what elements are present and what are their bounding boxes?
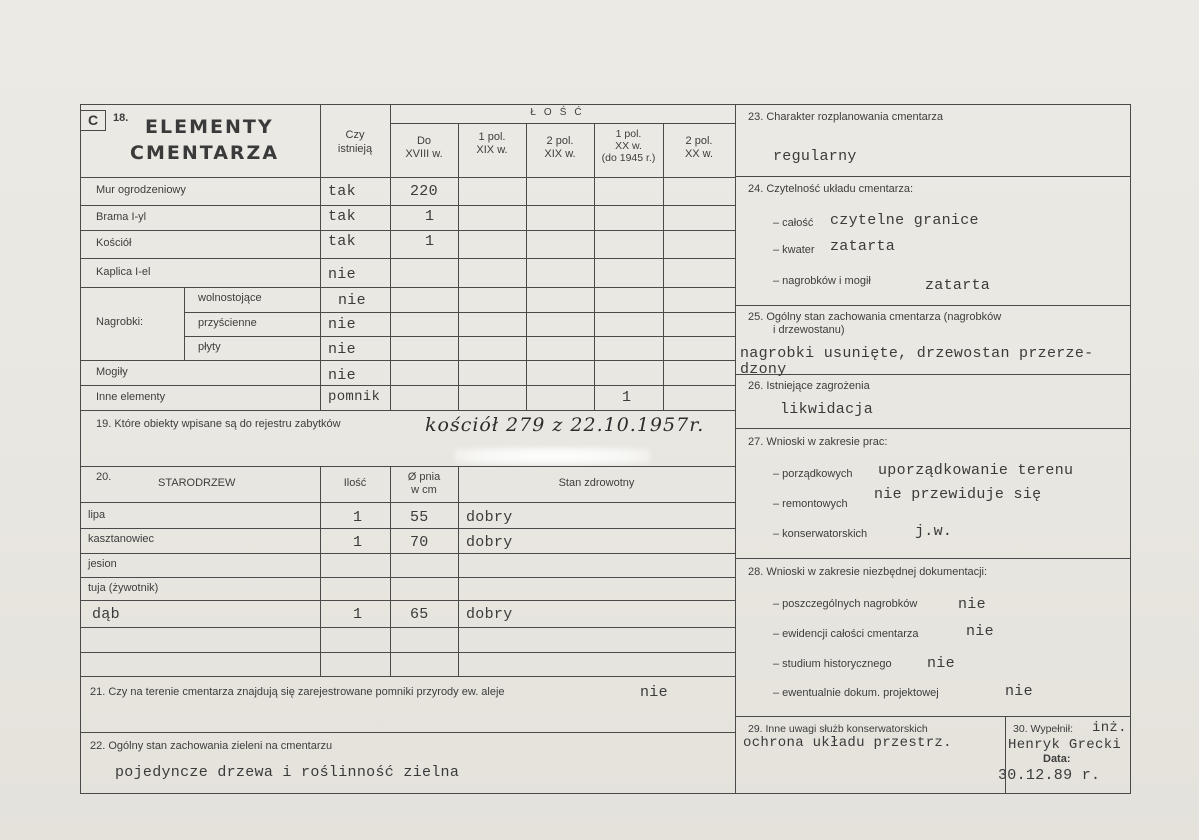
section-18-number: 18. <box>113 112 129 124</box>
col-exists-header: Czy istnieją <box>337 129 373 155</box>
section-30-person: Henryk Grecki <box>1008 737 1122 753</box>
s27-item-value-2: nie przewiduje się <box>874 486 1042 503</box>
section-18-title-line1: ELEMENTY <box>145 116 274 138</box>
tree-diameter-1: 55 <box>410 509 429 526</box>
exists-value-wall-mounted: nie <box>328 316 356 333</box>
period-header-5: 2 pol. XX w. <box>684 135 714 160</box>
section-26-value: likwidacja <box>780 401 874 418</box>
section-18-title-line2: CMENTARZA <box>130 142 280 164</box>
section-20-title: STARODRZEW <box>158 477 236 489</box>
section-30-label: 30. Wypełnił: <box>1013 723 1074 735</box>
section-22-label: 22. Ogólny stan zachowania zieleni na cmentarzu <box>90 740 333 752</box>
element-label-gate: Brama I-yl <box>96 211 147 223</box>
element-label-chapel: Kaplica I-el <box>96 266 151 278</box>
s24-item-label-1: – całość <box>773 217 814 229</box>
s28-item-value-4: nie <box>1005 683 1033 700</box>
section-22-value: pojedyncze drzewa i roślinność zielna <box>115 764 460 781</box>
s24-item-value-2: zatarta <box>830 238 896 255</box>
s24-item-label-3: – nagrobków i mogił <box>773 275 871 287</box>
tree-species-3: jesion <box>88 558 117 570</box>
s27-item-label-2: – remontowych <box>773 498 848 510</box>
tree-count-2: 1 <box>353 534 363 551</box>
s27-item-value-1: uporządkowanie terenu <box>878 462 1074 479</box>
exists-value-chapel: nie <box>328 266 356 283</box>
count-value-church: 1 <box>425 233 435 250</box>
section-23-label: 23. Charakter rozplanowania cmentarza <box>748 111 944 123</box>
tree-species-5: dąb <box>92 606 120 623</box>
exists-value-gate: tak <box>328 208 356 225</box>
section-19-label: 19. Które obiekty wpisane są do rejestru zabytków <box>96 418 341 430</box>
exists-value-church: tak <box>328 233 356 250</box>
period-header-2: 1 pol. XIX w. <box>476 131 508 156</box>
s27-item-label-1: – porządkowych <box>773 468 853 480</box>
period-header-1: Do XVIII w. <box>405 135 443 160</box>
exists-value-graves: nie <box>328 367 356 384</box>
section-29-label: 29. Inne uwagi służb konserwatorskich <box>748 723 928 735</box>
count-value-wall: 220 <box>410 183 438 200</box>
section-28-label: 28. Wnioski w zakresie niezbędnej dokumentacji: <box>748 566 988 578</box>
ink-smudge <box>455 447 650 465</box>
section-30-date: 30.12.89 r. <box>998 767 1101 784</box>
element-label-graves: Mogiły <box>96 366 128 378</box>
tree-col-diameter: Ø pnia w cm <box>407 471 441 496</box>
element-label-slabs: płyty <box>198 341 221 353</box>
section-25-label-line2: i drzewostanu) <box>773 324 845 336</box>
section-30-date-label: Data: <box>1043 753 1071 765</box>
ilosc-header: ŁOŚĆ <box>530 107 590 118</box>
exists-value-slabs: nie <box>328 341 356 358</box>
s28-item-label-3: – studium historycznego <box>773 658 892 670</box>
s24-item-value-1: czytelne granice <box>830 212 979 229</box>
exists-value-freestanding: nie <box>338 292 366 309</box>
section-30-person-prefix: inż. <box>1092 720 1127 736</box>
element-label-other: Inne elementy <box>96 391 166 403</box>
s24-item-value-3: zatarta <box>925 277 991 294</box>
section-24-label: 24. Czytelność układu cmentarza: <box>748 183 914 195</box>
tree-health-5: dobry <box>466 606 513 623</box>
element-label-freestanding: wolnostojące <box>198 292 262 304</box>
s28-item-label-1: – poszczególnych nagrobków <box>773 598 918 610</box>
tree-count-5: 1 <box>353 606 363 623</box>
section-20-number: 20. <box>96 471 112 483</box>
corner-mark: C <box>80 110 106 131</box>
count-value-other-1945: 1 <box>622 389 632 406</box>
section-25-value-line2: dzony <box>740 361 787 378</box>
nagrobki-label: Nagrobki: <box>96 316 144 328</box>
period-header-4: 1 pol. XX w. (do 1945 r.) <box>601 128 656 164</box>
section-25-value-line1: nagrobki usunięte, drzewostan przerze- <box>740 345 1094 362</box>
section-29-value: ochrona układu przestrz. <box>743 735 952 751</box>
section-21-value: nie <box>640 684 668 701</box>
section-26-label: 26. Istniejące zagrożenia <box>748 380 870 392</box>
s27-item-label-3: – konserwatorskich <box>773 528 868 540</box>
tree-species-4: tuja (żywotnik) <box>88 582 159 594</box>
count-value-gate: 1 <box>425 208 435 225</box>
tree-diameter-5: 65 <box>410 606 429 623</box>
element-label-church: Kościół <box>96 237 132 249</box>
exists-value-other: pomnik <box>328 389 381 405</box>
section-19-handwritten-entry: kościół 279 z 22.10.1957r. <box>425 414 705 436</box>
tree-col-health: Stan zdrowotny <box>558 477 635 489</box>
s28-item-value-2: nie <box>966 623 994 640</box>
exists-value-wall: tak <box>328 183 356 200</box>
s27-item-value-3: j.w. <box>915 523 953 540</box>
section-21-label: 21. Czy na terenie cmentarza znajdują się zarejestrowane pomniki przyrody ew. aleje <box>90 686 505 698</box>
section-27-label: 27. Wnioski w zakresie prac: <box>748 436 888 448</box>
tree-health-1: dobry <box>466 509 513 526</box>
section-25-label-line1: 25. Ogólny stan zachowania cmentarza (nagrobków <box>748 311 1002 323</box>
tree-diameter-2: 70 <box>410 534 429 551</box>
s24-item-label-2: – kwater <box>773 244 815 256</box>
s28-item-label-2: – ewidencji całości cmentarza <box>773 628 919 640</box>
tree-species-1: lipa <box>88 509 106 521</box>
s28-item-value-3: nie <box>927 655 955 672</box>
element-label-wall-mounted: przyścienne <box>198 317 257 329</box>
element-label-wall: Mur ogrodzeniowy <box>96 184 186 196</box>
s28-item-label-4: – ewentualnie dokum. projektowej <box>773 687 939 699</box>
section-23-value: regularny <box>773 148 857 165</box>
tree-col-count: Ilość <box>343 477 367 489</box>
s28-item-value-1: nie <box>958 596 986 613</box>
period-header-3: 2 pol. XIX w. <box>544 135 576 160</box>
tree-species-2: kasztanowiec <box>88 533 155 545</box>
tree-health-2: dobry <box>466 534 513 551</box>
tree-count-1: 1 <box>353 509 363 526</box>
